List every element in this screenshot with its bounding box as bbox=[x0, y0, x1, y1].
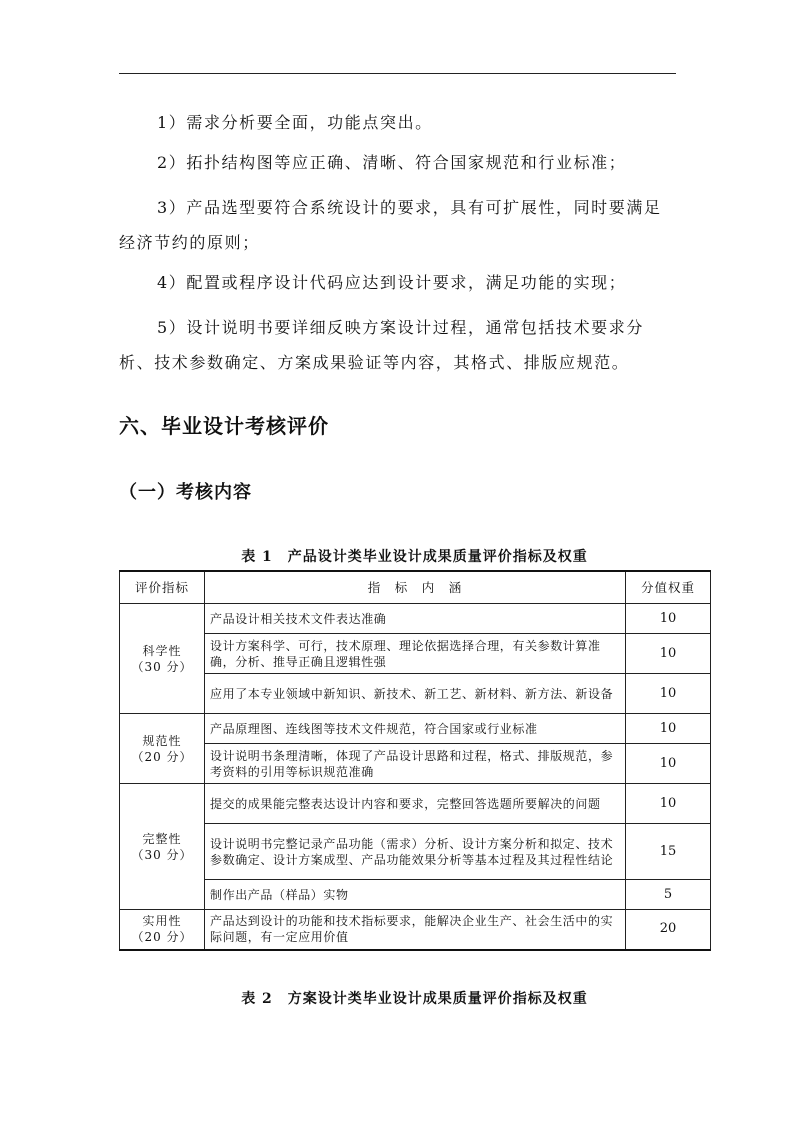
criterion-weight: 10 bbox=[626, 714, 711, 744]
subsection-heading: （一）考核内容 bbox=[119, 482, 252, 503]
table-row bbox=[120, 674, 711, 714]
category-cell bbox=[120, 784, 205, 910]
category-cell bbox=[120, 604, 205, 714]
category-name: 实用性 bbox=[142, 914, 182, 929]
header-criterion: 评价指标 bbox=[120, 571, 205, 604]
category-name: 完整性 bbox=[142, 831, 182, 846]
criterion-desc: 设计方案科学、可行，技术原理、理论依据选择合理，有关参数计算准确，分析、推导正确且逻辑性强 bbox=[205, 634, 626, 674]
table-row bbox=[120, 824, 711, 880]
table-header-row bbox=[120, 571, 711, 604]
table-row bbox=[120, 910, 711, 950]
table-row bbox=[120, 880, 711, 910]
criterion-desc: 产品设计相关技术文件表达准确 bbox=[205, 604, 626, 634]
category-name: 科学性 bbox=[142, 643, 182, 658]
criterion-weight: 10 bbox=[626, 634, 711, 674]
header-weight: 分值权重 bbox=[626, 571, 711, 604]
table2-caption: 表 2 方案设计类毕业设计成果质量评价指标及权重 bbox=[241, 991, 588, 1007]
criterion-weight: 20 bbox=[626, 910, 711, 950]
requirement-item-4: 4）配置或程序设计代码应达到设计要求，满足功能的实现； bbox=[157, 273, 627, 292]
category-points: （20 分） bbox=[131, 749, 193, 764]
category-points: （20 分） bbox=[131, 930, 193, 945]
requirement-item-2: 2）拓扑结构图等应正确、清晰、符合国家规范和行业标准； bbox=[157, 153, 627, 172]
evaluation-table bbox=[119, 570, 711, 951]
criterion-weight: 5 bbox=[626, 880, 711, 910]
criterion-weight: 10 bbox=[626, 744, 711, 784]
table-row bbox=[120, 714, 711, 744]
criterion-weight: 15 bbox=[626, 824, 711, 880]
criterion-desc: 产品原理图、连线图等技术文件规范，符合国家或行业标准 bbox=[205, 714, 626, 744]
criterion-weight: 10 bbox=[626, 674, 711, 714]
table-row bbox=[120, 784, 711, 824]
criterion-desc: 设计说明书完整记录产品功能（需求）分析、设计方案分析和拟定、技术参数确定、设计方案成型、产品功能效果分析等基本过程及其过程性结论 bbox=[205, 824, 626, 880]
table-row bbox=[120, 744, 711, 784]
header-rule bbox=[119, 73, 676, 74]
requirement-item-5: 5）设计说明书要详细反映方案设计过程，通常包括技术要求分析、技术参数确定、方案成果验证等内容，其格式、排版应规范。 bbox=[119, 318, 644, 372]
criterion-weight: 10 bbox=[626, 784, 711, 824]
category-points: （30 分） bbox=[131, 847, 193, 862]
category-points: （30 分） bbox=[131, 659, 193, 674]
header-content: 指 标 内 涵 bbox=[205, 571, 626, 604]
criterion-desc: 应用了本专业领域中新知识、新技术、新工艺、新材料、新方法、新设备 bbox=[205, 674, 626, 714]
category-cell bbox=[120, 714, 205, 784]
table-row bbox=[120, 634, 711, 674]
criterion-desc: 产品达到设计的功能和技术指标要求，能解决企业生产、社会生活中的实际问题，有一定应用价值 bbox=[205, 910, 626, 950]
criterion-weight: 10 bbox=[626, 604, 711, 634]
criterion-desc: 设计说明书条理清晰，体现了产品设计思路和过程，格式、排版规范，参考资料的引用等标识规范准确 bbox=[205, 744, 626, 784]
requirement-item-3: 3）产品选型要符合系统设计的要求，具有可扩展性，同时要满足经济节约的原则； bbox=[119, 198, 662, 252]
category-cell bbox=[120, 910, 205, 950]
criterion-desc: 制作出产品（样品）实物 bbox=[205, 880, 626, 910]
requirement-item-1: 1）需求分析要全面，功能点突出。 bbox=[157, 113, 433, 132]
category-name: 规范性 bbox=[142, 733, 182, 748]
table1-caption: 表 1 产品设计类毕业设计成果质量评价指标及权重 bbox=[241, 549, 588, 565]
table-row bbox=[120, 604, 711, 634]
section-heading: 六、毕业设计考核评价 bbox=[119, 414, 329, 438]
criterion-desc: 提交的成果能完整表达设计内容和要求，完整回答选题所要解决的问题 bbox=[205, 784, 626, 824]
